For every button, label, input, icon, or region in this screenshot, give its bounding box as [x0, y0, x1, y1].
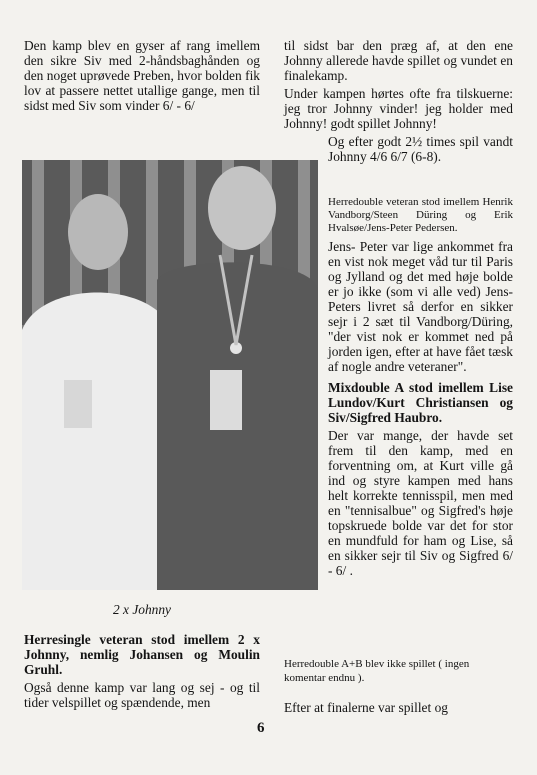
herresingle-heading: Herresingle veteran stod imellem 2 x Johnny, nemlig Johansen og Moulin Gruhl. — [24, 632, 260, 677]
photo-caption: 2 x Johnny — [112, 602, 171, 617]
page-number: 6 — [257, 720, 265, 736]
right-paragraph-3: Og efter godt 2½ times spil vandt Johnny 4/6 6/7 (6-8). — [328, 134, 513, 164]
jens-peter-paragraph: Jens- Peter var lige ankommet fra en vist nok meget våd tur til Paris og Jylland og det med høje bolde er jo ikke (som vi alle ved) Jens-Peters livret så derfor en sikker sejr i 2 sæt til Vandborg/Düring, "der vist nok er kommet ned på jorden igen, efter at have fået tæsk af nogle andre veteraner". — [328, 239, 513, 374]
left-paragraph-1: Den kamp blev en gyser af rang imellem den sikre Siv med 2-håndsbaghånden og den noget uprøvede Preben, hvor bolden fik lov at passere nettet utallige gange, men til sidst med Siv som vinder 6/ - 6/ — [24, 38, 260, 113]
photo-illustration — [22, 160, 318, 590]
bottom-left-column — [24, 632, 260, 713]
last-line: Efter at finalerne var spillet og — [284, 700, 448, 715]
photo-two-players — [22, 160, 318, 590]
herresingle-paragraph: Også denne kamp var lang og sej - og til tider velspillet og spændende, men — [24, 680, 260, 710]
mixdouble-heading: Mixdouble A stod imellem Lise Lundov/Kurt Christiansen og Siv/Sigfred Haubro. — [328, 380, 513, 425]
mixdouble-paragraph: Der var mange, der havde set frem til den kamp, med en forventning om, at Kurt ville gå ind og styre kampen med hans helt korrekte tennisspil, men med en "tennisalbue" og Sigfred's høje topskruede bolde var det for stor en mundfuld for ham og Lise, så en sikker sejr til Siv og Sigfred 6/ - 6/ . — [328, 428, 513, 578]
right-column — [284, 38, 513, 167]
herredouble-note: Herredouble A+B blev ikke spillet ( ingen komentar endnu ). — [284, 658, 470, 684]
right-paragraph-1: til sidst bar den præg af, at den ene Johnny allerede havde spillet og vundet en finalekamp. — [284, 38, 513, 83]
left-column — [24, 38, 260, 116]
right-paragraph-2: Under kampen hørtes ofte fra tilskuerne: jeg tror Johnny vinder! jeg holder med Johnny! godt spillet Johnny! — [284, 86, 513, 131]
herredouble-veteran-text: Herredouble veteran stod imellem Henrik Vandborg/Steen Düring og Erik Hvalsøe/Jens-Peter Pedersen. — [328, 196, 513, 234]
mid-right-column — [328, 196, 513, 581]
